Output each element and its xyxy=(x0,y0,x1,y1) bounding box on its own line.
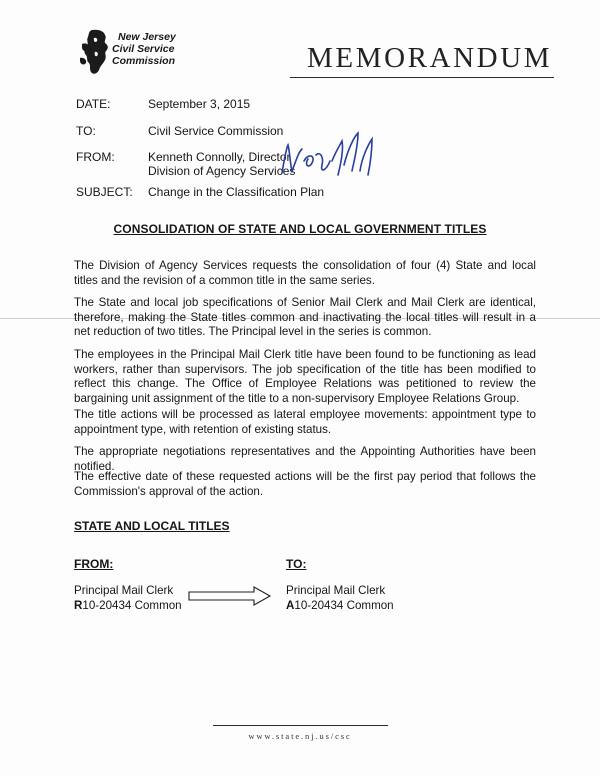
header-rule xyxy=(290,77,554,78)
state-local-titles-heading: STATE AND LOCAL TITLES xyxy=(74,519,230,533)
to-label: TO: xyxy=(76,124,96,138)
paragraph-3: The employees in the Principal Mail Clerk title have been found to be functioning as lead workers, rather than supervisors. The job specification of the title has been modified to reflect this change. The Office of Employee Relations was petitioned to review the bargaining unit assignment of the title to a non-supervisory Employee Relations Group. xyxy=(74,348,536,405)
logo-line-3: Commission xyxy=(112,55,176,67)
footer-url: www.state.nj.us/csc xyxy=(248,731,352,741)
from-code-prefix: R xyxy=(74,598,83,612)
logo-line-1: New Jersey xyxy=(118,31,176,43)
from-division: Division of Agency Services xyxy=(148,164,296,178)
paragraph-5: The appropriate negotiations representatives and the Appointing Authorities have been notified. xyxy=(74,445,536,473)
paragraph-1: The Division of Agency Services requests the consolidation of four (4) State and local titles and the revision of a common title in the same series. xyxy=(74,259,536,287)
paragraph-2: The State and local job specifications of Senior Mail Clerk and Mail Clerk are identical, therefore, making the State titles common and inactivating the local titles will result in a net reduction of two titles. The Principal level in the series is common. xyxy=(74,296,536,339)
nj-civil-service-logo xyxy=(78,28,198,78)
to-code-prefix: A xyxy=(286,598,295,612)
subject-label: SUBJECT: xyxy=(76,185,133,199)
date-value: September 3, 2015 xyxy=(148,97,251,111)
logo-wordmark xyxy=(112,31,176,67)
to-title-block xyxy=(286,584,394,613)
from-title-code xyxy=(74,599,182,614)
paragraph-4: The title actions will be processed as lateral employee movements: appointment type to appointment type, with retention of existing status. xyxy=(74,408,536,436)
to-value: Civil Service Commission xyxy=(148,124,284,138)
paragraph-6: The effective date of these requested actions will be the first pay period that follows the Commission's approval of the action. xyxy=(74,470,536,498)
memorandum-title: MEMORANDUM xyxy=(307,42,553,74)
from-code-rest: 10-20434 Common xyxy=(82,598,182,612)
from-name: Kenneth Connolly, Director xyxy=(148,150,291,164)
from-column-heading: FROM: xyxy=(74,557,114,571)
footer-rule xyxy=(213,725,388,726)
date-label: DATE: xyxy=(76,97,111,111)
to-title-code xyxy=(286,599,394,614)
handwritten-signature xyxy=(278,131,378,181)
consolidation-title: CONSOLIDATION OF STATE AND LOCAL GOVERNMENT TITLES xyxy=(113,222,487,236)
to-column-heading: TO: xyxy=(286,557,307,571)
logo-line-2: Civil Service xyxy=(112,43,175,55)
to-code-rest: 10-20434 Common xyxy=(294,598,394,612)
from-label: FROM: xyxy=(76,150,115,164)
from-title-block xyxy=(74,584,182,613)
right-arrow-icon xyxy=(188,585,272,607)
to-title-name: Principal Mail Clerk xyxy=(286,584,386,597)
from-title-name: Principal Mail Clerk xyxy=(74,584,174,597)
subject-value: Change in the Classification Plan xyxy=(148,185,325,199)
